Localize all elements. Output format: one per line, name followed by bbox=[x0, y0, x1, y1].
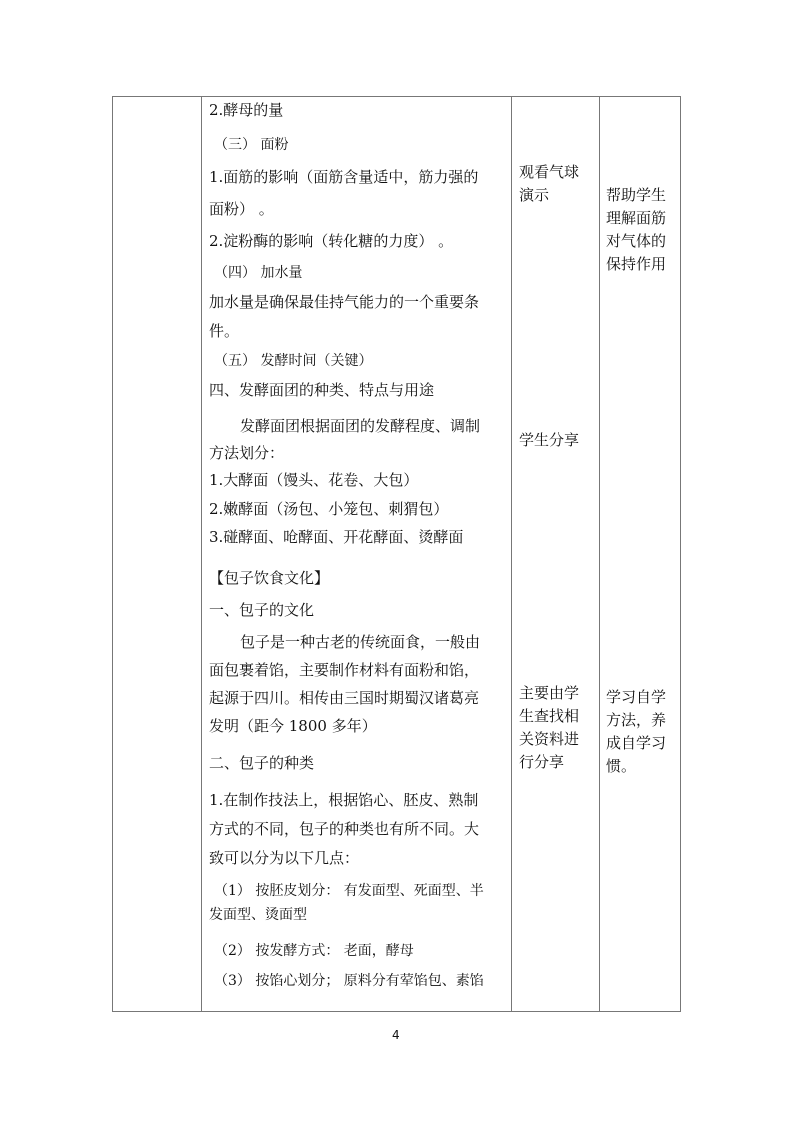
content-line: 致可以分为以下几点： bbox=[209, 849, 360, 867]
content-line: （3） 按馅心划分； 原料分有荤馅包、素馅 bbox=[214, 973, 484, 989]
content-line: 一、包子的文化 bbox=[209, 601, 315, 619]
activity-line: 关资料进 bbox=[519, 730, 580, 748]
content-line: 方法划分： bbox=[209, 444, 285, 462]
content-line: 加水量是确保最佳持气能力的一个重要条 bbox=[209, 293, 480, 311]
content-line: 1.在制作技法上，根据馅心、胚皮、熟制 bbox=[209, 791, 479, 809]
content-line: （四） 加水量 bbox=[214, 265, 303, 281]
column-divider bbox=[511, 97, 512, 1011]
content-line: （三） 面粉 bbox=[214, 137, 289, 153]
purpose-line: 方法，养 bbox=[606, 711, 667, 729]
activity-line: 观看气球 bbox=[519, 163, 580, 181]
content-line: 包子是一种古老的传统面食，一般由 bbox=[240, 633, 481, 651]
content-line: 2.嫩酵面（汤包、小笼包、刺猬包） bbox=[209, 500, 449, 518]
content-line: 3.碰酵面、呛酵面、开花酵面、烫酵面 bbox=[209, 528, 464, 546]
page-number: 4 bbox=[392, 1028, 400, 1042]
content-line: 2.淀粉酶的影响（转化糖的力度） 。 bbox=[209, 232, 454, 250]
purpose-line: 保持作用 bbox=[606, 255, 667, 273]
content-line: 发明（距今 1800 多年） bbox=[209, 717, 377, 735]
content-line: 1.大酵面（馒头、花卷、大包） bbox=[209, 471, 419, 489]
content-line: 【包子饮食文化】 bbox=[209, 569, 330, 587]
content-line: 1.面筋的影响（面筋含量适中，筋力强的 bbox=[209, 168, 479, 186]
content-line: 发面型、烫面型 bbox=[209, 907, 307, 923]
content-line: 二、包子的种类 bbox=[209, 754, 315, 772]
activity-line: 生查找相 bbox=[519, 707, 580, 725]
column-divider bbox=[599, 97, 600, 1011]
activity-line: 主要由学 bbox=[519, 684, 580, 702]
content-line: 2.酵母的量 bbox=[209, 101, 284, 119]
content-line: 方式的不同，包子的种类也有所不同。大 bbox=[209, 820, 480, 838]
content-line: （2） 按发酵方式： 老面，酵母 bbox=[214, 943, 414, 959]
purpose-line: 学习自学 bbox=[606, 688, 667, 706]
purpose-line: 成自学习 bbox=[606, 734, 667, 752]
activity-line: 行分享 bbox=[519, 753, 565, 771]
activity-line: 演示 bbox=[519, 186, 550, 204]
activity-line: 学生分享 bbox=[519, 431, 580, 449]
column-divider bbox=[201, 97, 202, 1011]
content-line: 起源于四川。相传由三国时期蜀汉诸葛亮 bbox=[209, 689, 480, 707]
content-line: 面包裹着馅，主要制作材料有面粉和馅， bbox=[209, 661, 480, 679]
purpose-line: 理解面筋 bbox=[606, 209, 667, 227]
purpose-line: 对气体的 bbox=[606, 232, 667, 250]
purpose-line: 帮助学生 bbox=[606, 186, 667, 204]
content-line: （1） 按胚皮划分： 有发面型、死面型、半 bbox=[214, 883, 484, 899]
content-line: 发酵面团根据面团的发酵程度、调制 bbox=[240, 417, 481, 435]
content-line: （五） 发酵时间（关键） bbox=[214, 353, 373, 369]
purpose-line: 惯。 bbox=[606, 757, 637, 775]
content-line: 件。 bbox=[209, 322, 240, 340]
content-line: 四、发酵面团的种类、特点与用途 bbox=[209, 381, 435, 399]
content-line: 面粉） 。 bbox=[209, 200, 274, 218]
